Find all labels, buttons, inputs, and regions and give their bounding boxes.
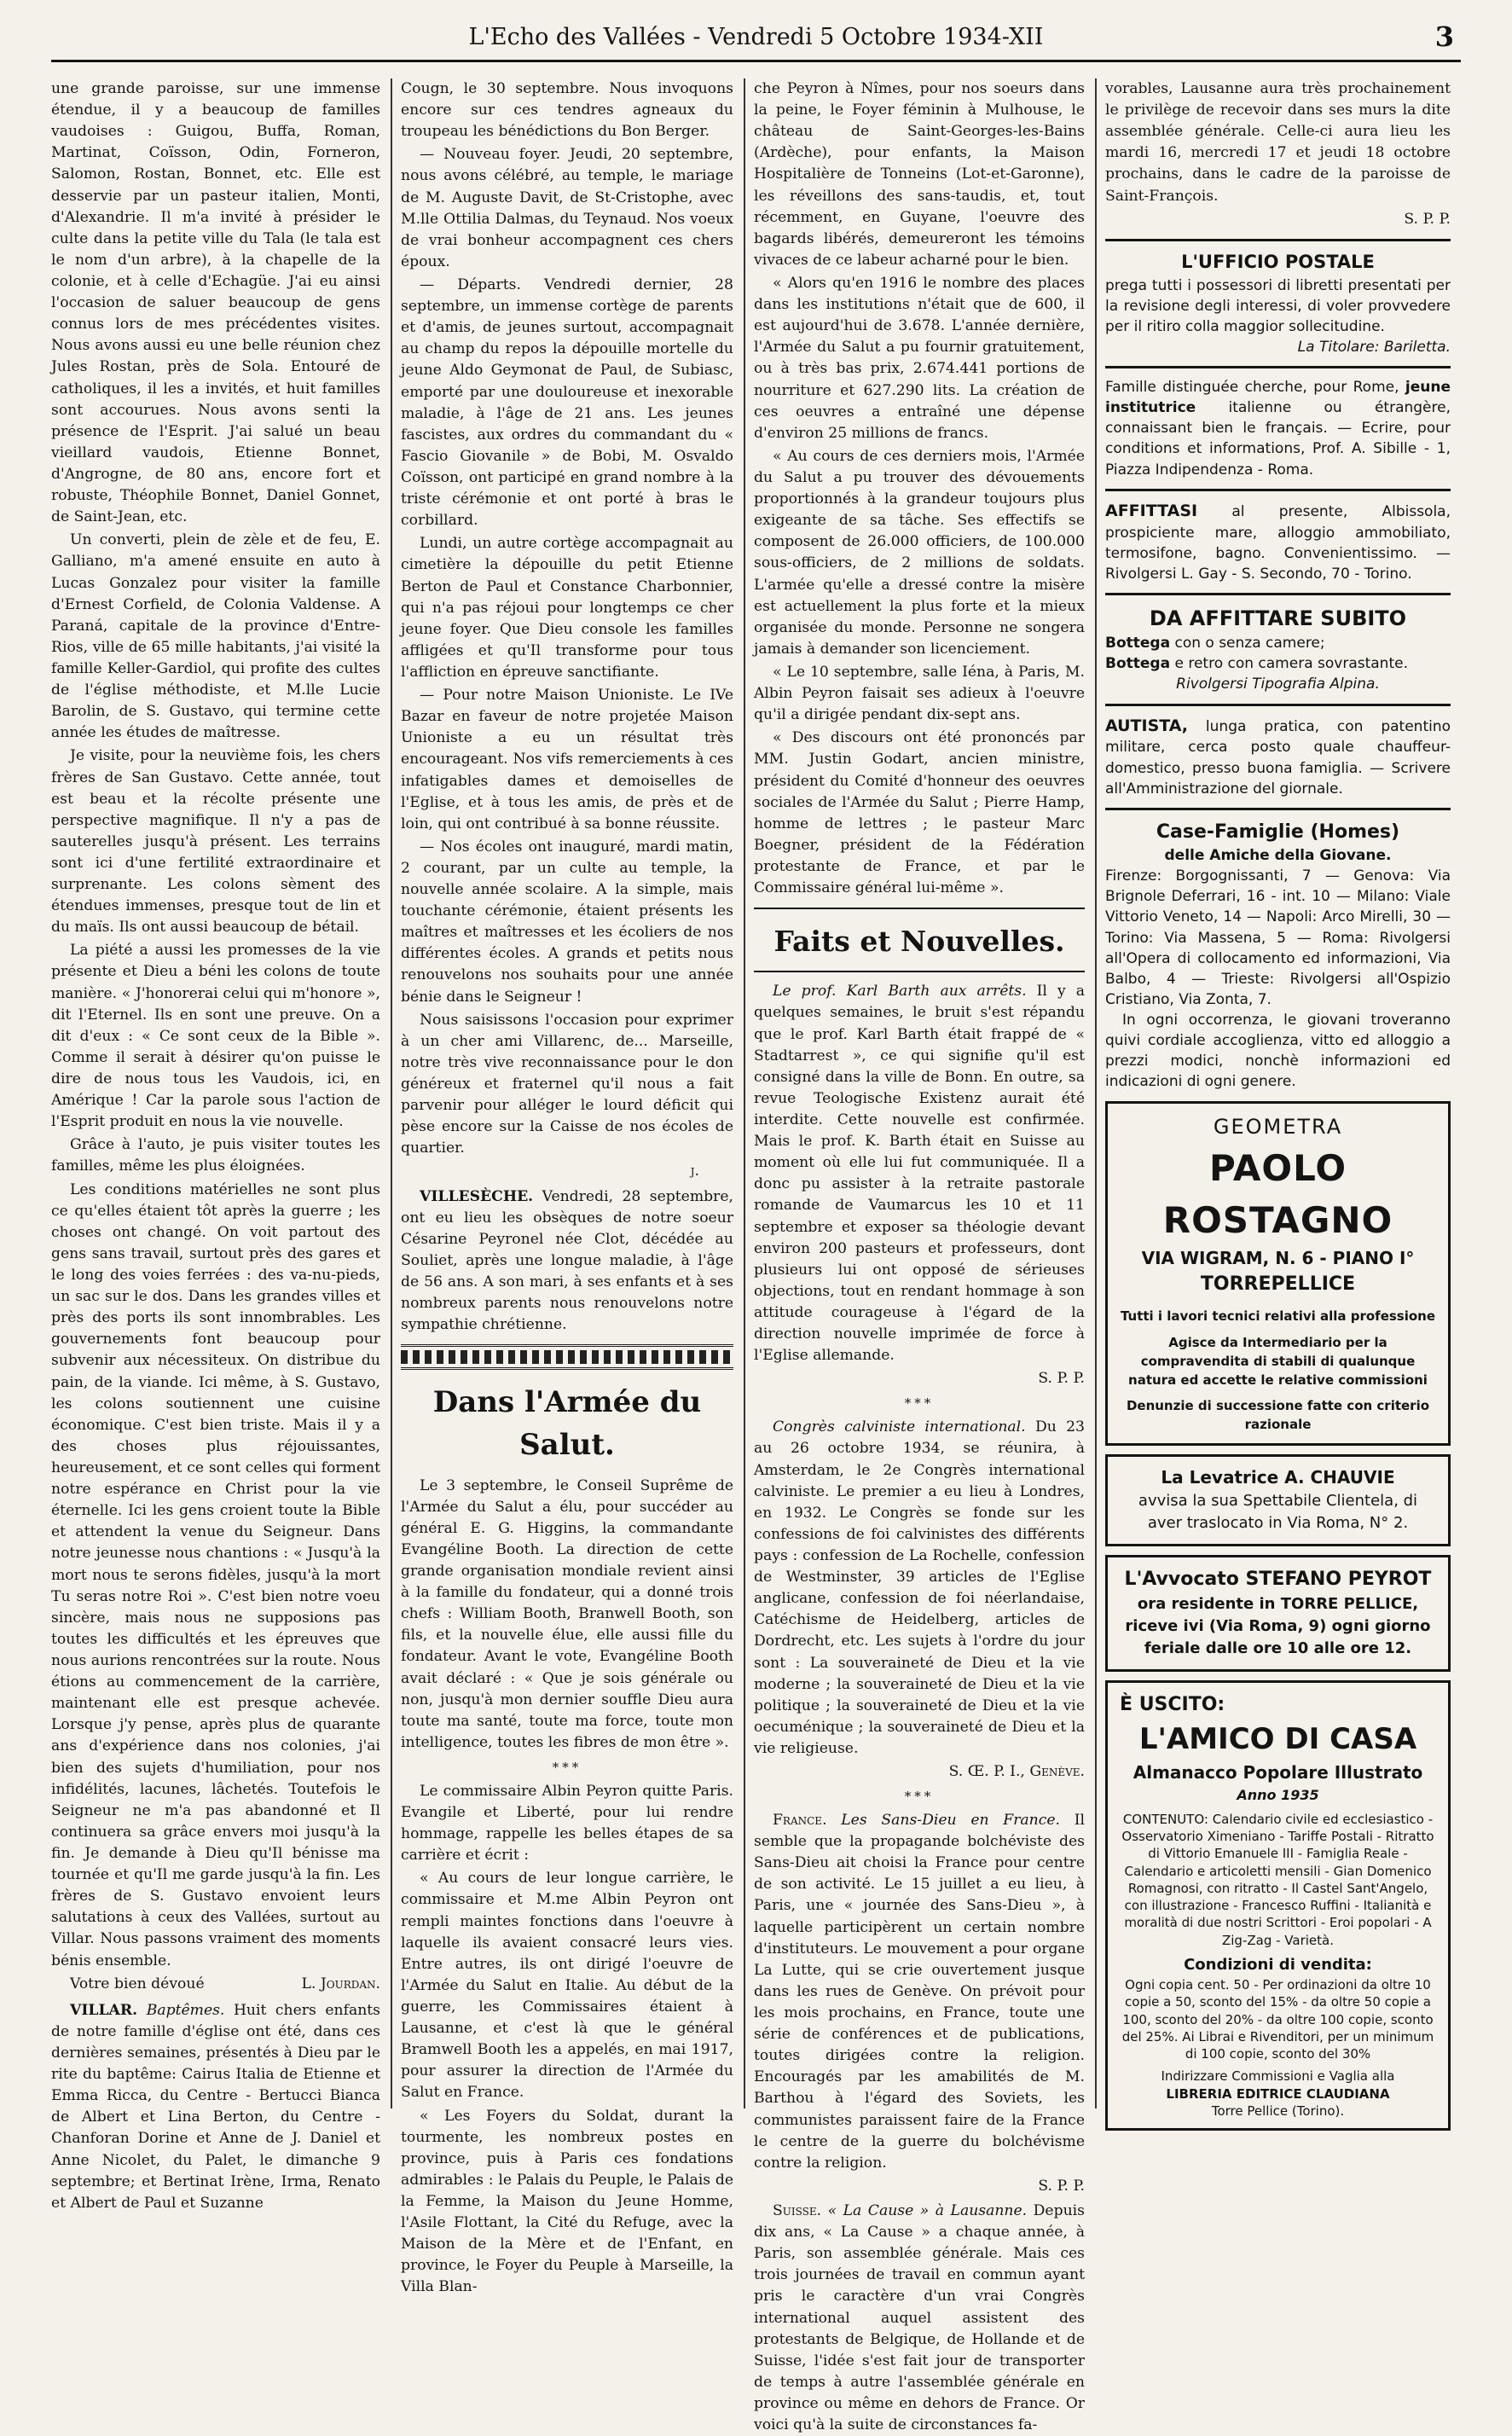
ad-bold: Bottega xyxy=(1105,635,1171,652)
section-heading: Faits et Nouvelles. xyxy=(773,925,1065,959)
ad-conditions: Ogni copia cent. 50 - Per ordinazioni da oltre 10 copie a 50, sconto del 15% - da oltre 50 copie a 100, sconto del 20% - da oltre 100 copie, sconto del 25%. Ai Librai e Rivenditori, per un minimum di 100 copie, sconto del 30% xyxy=(1121,1977,1434,2062)
news-text: Depuis dix ans, « La Cause » a chaque année, à Paris, son assemblée générale. Mais ces trois journées de travail en commun ayant pris le caractère d'un vrai Congrès international auquel assistent des protestants de Belgique, de Hollande et de Suisse, l'idée s'est fait jour de transporter de temps à autre l'assemblée générale en province ou même en dehors de France. Or voici qu'à la suite de circonstances fa- xyxy=(754,2202,1085,2434)
news-text: Vendredi, 28 septembre, ont eu lieu les obsèques de notre soeur Césarine Peyronel née Clot, décédée au Souliet, après une longue maladie, à l'âge de 56 ans. A son mari, à ses enfants et à ses nombreux parents nous renouvelons notre sympathie chrétienne. xyxy=(401,1187,733,1334)
article-paragraph: — Nos écoles ont inauguré, mardi matin, 2 courant, par un culte au temple, la nouvelle année scolaire. A la simple, mais touchante cérémonie, étaient présents les maîtres et maîtresses et les écoliers de nos différentes écoles. A grands et petits nous renouvelons nos souhaits pour une année bénie dans le Seigneur ! xyxy=(401,838,733,1006)
column-rule xyxy=(391,78,392,2108)
column-rule xyxy=(744,78,745,2108)
ad-line: Denunzie di successione fatte con criterio razionale xyxy=(1126,1398,1430,1432)
ad-text: avvisa la sua Spettabile Clientela, di aver traslocato in Via Roma, N° 2. xyxy=(1138,1492,1418,1533)
news-headline: Les Sans-Dieu en France. xyxy=(841,1812,1060,1830)
ad-contact: Rivolgersi Tipografia Alpina. xyxy=(1176,676,1380,693)
news-headline: « La Cause » à Lausanne. xyxy=(827,2202,1028,2220)
ad-title: DA AFFITTARE SUBITO xyxy=(1149,606,1407,631)
column-3 xyxy=(754,78,1086,2434)
notice-title: L'UFFICIO POSTALE xyxy=(1181,251,1375,272)
ad-title: L'Avvocato STEFANO PEYROT xyxy=(1124,1568,1432,1590)
signature: j. xyxy=(690,1163,699,1180)
locality-label: VILLESÈCHE. xyxy=(420,1187,534,1205)
page-header xyxy=(51,19,1461,62)
ad-divider xyxy=(1105,366,1451,368)
ad-subtitle: delle Amiche della Giovane. xyxy=(1164,847,1392,865)
ad-line: Agisce da Intermediario per la compravendita di stabili di qualunque natura ed accette le relative commissioni xyxy=(1128,1335,1428,1389)
famille-ad xyxy=(1105,377,1451,480)
closing-line xyxy=(51,1974,380,1995)
news-text: Huit chers enfants de notre famille d'église ont été, dans ces dernières semaines, présentés à Dieu par le rite du baptême: Cairus Italia de Etienne et Emma Ricca, du Centre - Bertucci Bianca de Albert et Lina Berton, du Centre - Chanforan Dorine et Anne de J. Daniel et Anne Nicolet, du Palet, le dimanche 9 septembre; et Bertinat Irène, Irma, Renato et Albert de Paul et Suzanne xyxy=(51,2001,380,2212)
article-heading: Dans l'Armée du Salut. xyxy=(432,1385,702,1462)
ad-heading: AFFITTASI xyxy=(1105,501,1198,520)
signature: S. Œ. P. I., Genève. xyxy=(948,1763,1085,1781)
locality-label: VILLAR. xyxy=(70,2001,138,2019)
ad-highlight: jeune institutrice xyxy=(1105,379,1451,417)
section-divider xyxy=(754,908,1085,909)
country-label: France. xyxy=(773,1812,827,1830)
ad-address: VIA WIGRAM, N. 6 - PIANO I° xyxy=(1141,1248,1415,1269)
autista-ad xyxy=(1105,715,1451,799)
ad-divider xyxy=(1105,489,1451,491)
ufficio-postale-notice xyxy=(1105,250,1451,357)
news-headline: Congrès calviniste international. xyxy=(773,1418,1026,1436)
affittasi-ad xyxy=(1105,500,1451,584)
news-headline: Le prof. Karl Barth aux arrêts. xyxy=(773,983,1027,1000)
column-rule xyxy=(1095,78,1097,2108)
article-paragraph: Un converti, plein de zèle et de feu, E. Galliano, m'a amené ensuite en auto à Lucas Gonzalez pour visiter la famille d'Ernest Corfield, de Colonia Valdense. A Paraná, capitale de la province d'Entre-Rios, ville de 65 mille habitants, j'ai visité la famille Keller-Gardiol, qui profite des cultes de l'église méthodiste, et M.lle Lucie Barolin, de S. Gustavo, qui termine cette année les études de maîtresse. xyxy=(51,531,380,742)
author-signature: L. Jourdan. xyxy=(301,1975,380,1992)
article-paragraph: « Alors qu'en 1916 le nombre des places dans les institutions n'était que de 600, il est aujourd'hui de 3.678. L'année dernière, l'Armée du Salut a pu fournir gratuitement, ou à très bas prix, 2.674.441 portions de nourriture et 627.290 lits. La création de ces oeuvres a entraîné une dépense d'environ 25 millions de francs. xyxy=(754,274,1085,442)
article-paragraph: une grande paroisse, sur une immense étendue, il y a beaucoup de familles vaudoises : Guigou, Buffa, Roman, Martinat, Coïsson, Odin, Forneron, Salomon, Rostan, Bonnet, etc. Elle est desservie par un pasteur italien, Monti, d'Alexandrie. Il m'a invité à présider le culte dans la petite ville du Tala (le tala est le nom d'un arbre), à la chapelle de la colonie, et à celle d'Echagüe. J'ai eu ainsi l'occasion de saluer beaucoup de gens connus lors de mes précédentes visites. Nous avons aussi eu une belle réunion chez Jules Rostan, près de Sola. Entouré de catholiques, il les a invités, et huit familles sont accourues. Nous avons senti la présence de l'Esprit. J'ai salué un beau vieillard vaudois, Etienne Bonnet, d'Angrogne, de 80 ans, encore fort et robuste, Théophile Bonnet, Daniel Gonnet, de Saint-Jean, etc. xyxy=(51,80,380,526)
ad-text: lunga pratica, con patentino militare, cerca posto quale chauffeur-domestico, presso buona famiglia. — Scrivere all'Amministrazione del giornale. xyxy=(1105,717,1451,798)
column-2 xyxy=(401,78,733,2296)
article-paragraph: Nous saisissons l'occasion pour exprimer à un cher ami Villarenc, de... Marseille, notre très vive reconnaissance pour le don généreux et fraternel qu'il nous a fait parvenir pour alléger le lourd déficit qui pèse encore sur la Caisse de nos écoles de quartier. xyxy=(401,1011,733,1157)
article-paragraph: — Pour notre Maison Unioniste. Le IVe Bazar en faveur de notre projetée Maison Unioniste a eu un résultat très encourageant. Nos vifs remerciements à ces infatigables dames et demoiselles de l'Eglise, et à tous les amis, de près et de loin, qui ont contribué à sa bonne réussite. xyxy=(401,687,733,832)
ad-kicker: È USCITO: xyxy=(1120,1693,1225,1715)
article-paragraph: « Les Foyers du Soldat, durant la tourmente, les nombreux postes en province, puis à Paris ces fondations admirables : le Palais du Peuple, le Palais de la Femme, la Maison du Jeune Homme, l'Asile Flottant, la Cité du Refuge, avec la Maison de la Mère et de l'Enfant, en province, le Foyer du Peuple à Marseille, la Villa Blan- xyxy=(401,2107,733,2296)
ad-text: e retro con camera sovrastante. xyxy=(1174,655,1408,673)
villeseche-news xyxy=(401,1186,733,1337)
ad-name: PAOLO ROSTAGNO xyxy=(1162,1146,1393,1241)
ad-address-line: Indirizzare Commissioni e Vaglia alla xyxy=(1161,2068,1395,2085)
ad-heading: AUTISTA, xyxy=(1105,716,1189,735)
ad-contents: CONTENUTO: Calendario civile ed ecclesiastico - Osservatorio Ximeniano - Tariffe Postali - Ritratto di Vittorio Emanuele III - Famiglia Reale - Calendario e articoletti mensili - Gian Domenico Romagnosi, con ritratto - Il Castel Sant'Angelo, con illustrazione - Francesco Ruffini - Italianità e moralità di due nostri Scrittori - Eroi popolari - A Zig-Zag - Varietà. xyxy=(1121,1811,1434,1948)
article-paragraph: Je visite, pour la neuvième fois, les chers frères de San Gustavo. Cette année, tout est beau et la récolte présente une perspective magnifique. Il n'y a pas de sauterelles jusqu'à présent. Les terrains sont ici d'une fertilité extraordinaire et surprenante. Les colons sèment des étendues immenses, presque tout de lin et du maïs. Ils ont aussi beaucoup de bétail. xyxy=(51,747,380,937)
article-paragraph: « Au cours de ces derniers mois, l'Armée du Salut a pu trouver des dévouements proportionnés à la grandeur toujours plus exigeante de sa tâche. Ses effectifs se composent de 26.000 officiers, de 100.000 sous-officiers, de 2 millions de soldats. L'armée qu'elle a dressé contre la misère est actuellement la plus forte et la mieux organisée du monde. Personne ne songera jamais à demander son licenciement. xyxy=(754,447,1085,658)
ornamental-separator xyxy=(401,1344,733,1370)
ad-text: Firenze: Borgognissanti, 7 — Genova: Via Brignole Deferrari, 16 - int. 10 — Milano: Viale Vittorio Veneto, 14 — Napoli: Arco Mirelli, 30 — Torino: Via Massena, 5 — Roma: Rivolgersi all'Opera di collocamento ed informazioni, Via Balbo, 4 — Trieste: Rivolgersi all'Ospizio Cristiano, Via Zonta, 7. xyxy=(1105,867,1451,1008)
article-paragraph: — Départs. Vendredi dernier, 28 septembre, un immense cortège de parents et d'amis, de jeunes surtout, accompagnait au champ du repos la dépouille mortelle du jeune Aldo Geymonat de Paul, de Subiasc, emporté par une douloureuse et inexorable maladie, à l'âge de 21 ans. Les jeunes fascistes, aux ordres du commandant du « Fascio Giovanile » de Bobi, M. Osvaldo Coïsson, ont participé en grand nombre à la triste cérémonie et ont porté à bras le corbillard. xyxy=(401,276,733,530)
ad-divider xyxy=(1105,704,1451,706)
closing-text: Votre bien dévoué xyxy=(70,1975,205,1992)
ad-bold: Bottega xyxy=(1105,655,1171,673)
news-item xyxy=(754,1417,1085,1760)
article-paragraph: Le 3 septembre, le Conseil Suprême de l'Armée du Salut a élu, pour succéder au général E. G. Higgins, la commandante Evangéline Booth. La direction de cette grande organisation mondiale revient ainsi à la famille du fondateur, qui a donné trois chefs : William Booth, Branwell Booth, son fils, et la nouvelle élue, elle aussi fille du fondateur. Avant le vote, Evangéline Booth avait déclaré : « Que je sois générale ou non, jusqu'à mon dernier souffle Dieu aura toute ma santé, toute ma force, toute mon intelligence, toutes les fibres de mon être ». xyxy=(401,1476,733,1751)
ad-title: Case-Famiglie (Homes) xyxy=(1156,821,1400,843)
article-paragraph: « Le 10 septembre, salle Iéna, à Paris, M. Albin Peyron faisait ses adieux à l'oeuvre qu'il a dirigée pendant dix-sept ans. xyxy=(754,663,1085,724)
news-item xyxy=(754,981,1085,1366)
article-paragraph: vorables, Lausanne aura très prochainement le privilège de recevoir dans ses murs la dite assemblée générale. Celle-ci aura lieu les mardi 16, mercredi 17 et jeudi 18 octobre prochains, dans le cadre de la paroisse de Saint-François. xyxy=(1105,80,1451,205)
article-paragraph: — Nouveau foyer. Jeudi, 20 septembre, nous avons célébré, au temple, le mariage de M. Auguste Davit, de St-Cristophe, avec M.lle Ottilia Dalmas, du Teynaud. Nos voeux de vrai bonheur accompagnent ces chers époux. xyxy=(401,146,733,270)
ad-title: L'AMICO DI CASA xyxy=(1138,1721,1417,1756)
section-label: Baptêmes. xyxy=(146,2001,225,2019)
newspaper-title: L'Echo des Vallées - Vendredi 5 Octobre 1934-XII xyxy=(468,24,1044,50)
notice-signature: La Titolare: Bariletta. xyxy=(1297,338,1451,356)
article-paragraph: Cougn, le 30 septembre. Nous invoquons encore sur ces tendres agneaux du troupeau les bénédictions du Bon Berger. xyxy=(401,80,733,141)
section-stars: *** xyxy=(904,1789,935,1805)
ad-line: Tutti i lavori tecnici relativi alla professione xyxy=(1120,1308,1436,1324)
article-paragraph: Grâce à l'auto, je puis visiter toutes les familles, même les plus éloignées. xyxy=(51,1136,380,1175)
ad-subtitle: Almanacco Popolare Illustrato xyxy=(1133,1762,1423,1784)
ad-address-line: Torre Pellice (Torino). xyxy=(1211,2102,1345,2119)
ad-town: TORREPELLICE xyxy=(1200,1273,1356,1296)
article-paragraph: Lundi, un autre cortège accompagnait au cimetière la dépouille du petit Etienne Berton de Paul et Constance Charbonnier, qui n'a pas réjoui pour longtemps ce cher jeune foyer. Que Dieu console les familles affligées et qu'Il transforme pour tous l'affliction en épreuve sanctifiante. xyxy=(401,535,733,681)
amico-di-casa-ad xyxy=(1105,1680,1451,2132)
ad-year: Anno 1935 xyxy=(1237,1787,1319,1804)
ad-title: La Levatrice A. CHAUVIE xyxy=(1161,1466,1395,1488)
ad-text: con o senza camere; xyxy=(1174,635,1325,652)
article-paragraph: « Au cours de leur longue carrière, le commissaire et M.me Albin Peyron ont rempli maintes fonctions dans l'oeuvre à laquelle ils avaient consacré leurs vies. Entre autres, ils ont dirigé l'oeuvre de l'Armée du Salut en Italie. Au début de la guerre, les Commissaires étaient à Lausanne, et c'est là que le général Bramwell Booth les a appelés, en mai 1917, pour assurer la direction de l'Armée du Salut en France. xyxy=(401,1870,733,2102)
ad-text: In ogni occorrenza, le giovani troveranno quivi cordiale accoglienza, vitto ed alloggio a prezzi modici, nonchè informazioni ed indicazioni di ogni genere. xyxy=(1105,1012,1451,1091)
column-1 xyxy=(51,78,380,2212)
article-paragraph: Les conditions matérielles ne sont plus ce qu'elles étaient tôt après la guerre ; les choses ont changé. On voit partout des gens sans travail, surtout près des gares et le long des voies ferrées : des va-nu-pieds, un sac sur le dos. Dans les grandes villes et près des ports ils sont innombrables. Les gouvernements font beaucoup pour subvenir aux nécessiteux. On distribue du pain, de la viande. Ici même, à S. Gustavo, les colons soutiennent une cuisine économique. C'est bien triste. Mais il y a des choses plus réjouissantes, heureusement, et ce sont celles qui forment notre espérance en Christ pour la vie éternelle. Ici les gens croient toute la Bible et attendent la venue du Seigneur. Dans notre jeunesse nous chantions : « Jusqu'à la mort nous te serons fidèles, jusqu'à la mort Tu seras notre Roi ». C'est bien notre voeu sincère, mais nous ne supposions pas toutes les difficultés et les épreuves que nous aurions rencontrées sur la route. Nous étions au commencement de la carrière, maintenant elle est presque achevée. Lorsque j'y pense, après plus de quarante ans d'expérience dans nos colonies, j'ai bien des sujets d'humiliation, pour nos infidélités, lacunes, lâchetés. Toutefois le Seigneur ne m'a pas abandonné et Il continuera sa grâce envers moi jusqu'à la fin. Je demande à Dieu qu'Il bénisse ma tournée et qu'Il me garde jusqu'à la fin. Les frères de S. Gustavo envoient leurs salutations à ceux des Vallées, surtout au Villar. Nous passons vraiment des moments bénis ensemble. xyxy=(51,1180,380,1969)
country-label: Suisse. xyxy=(773,2202,822,2220)
ad-text: ora residente in TORRE PELLICE, riceve ivi (Via Roma, 9) ogni giorno feriale dalle ore 10 alle ore 12. xyxy=(1125,1594,1431,1658)
case-famiglie-ad xyxy=(1105,819,1451,1093)
article-paragraph: Le commissaire Albin Peyron quitte Paris. Evangile et Liberté, pour lui rendre hommage, rappelle les belles étapes de sa carrière et écrit : xyxy=(401,1782,733,1865)
ad-conditions-title: Condizioni di vendita: xyxy=(1184,1955,1372,1974)
section-stars: *** xyxy=(904,1395,935,1412)
ad-text: Famille distinguée cherche, pour Rome, xyxy=(1105,379,1399,397)
villar-news xyxy=(51,2000,380,2214)
ad-divider xyxy=(1105,808,1451,810)
geometra-ad xyxy=(1105,1101,1451,1446)
news-item xyxy=(754,1810,1085,2174)
news-text: Il y a quelques semaines, le bruit s'est répandu que le prof. Karl Barth était frappé de « Stadtarrest », ce qui signifie qu'il est consigné dans la ville de Bonn. En outre, sa revue Teologische Existenz aurait été interdite. Cette nouvelle est confirmée. Mais le prof. K. Barth était en Suisse au moment où elle lui fut communiquée. Il a donc pu assister à la retraite pastorale romande de Vaumarcus les 10 et 11 septembre et exposer sa théologie devant environ 200 pasteurs et professeurs, dont plusieurs lui ont opposé de sérieuses objections, tout en rendant hommage à son attitude courageuse à l'égard de la direction nouvelle imprimée de force à l'Eglise allemande. xyxy=(754,983,1085,1365)
ad-divider xyxy=(1105,239,1451,241)
signature: S. P. P. xyxy=(1038,1370,1085,1388)
ad-publisher: LIBRERIA EDITRICE CLAUDIANA xyxy=(1166,2085,1390,2102)
notice-text: prega tutti i possessori di libretti presentati per la revisione degli interessi, di voler provvedere per il ritiro colla maggior sollecitudine. xyxy=(1105,276,1451,335)
ad-text: italienne ou étrangère, connaissant bien le français. — Ecrire, pour conditions et informations, Prof. A. Sibille - 1, Piazza Indipendenza - Roma. xyxy=(1105,399,1451,478)
news-text: Il semble que la propagande bolchéviste des Sans-Dieu ait choisi la France pour centre de son activité. Le 15 juillet a eu lieu, à Paris, une « journée des Sans-Dieu », à laquelle participèrent un certain nombre d'instituteurs. Le mouvement a pour organe La Lutte, qui se crie ouvertement jusque dans les rues de Genève. On prévoit pour les mois prochains, en France, toute une série de conférences et de publications, toutes dirigées contre la religion. Encouragés par les amabilités de M. Barthou à l'égard des Soviets, les communistes paraissent faire de la France le centre de la guerre du bolchévisme contre la religion. xyxy=(754,1812,1086,2172)
article-paragraph: « Des discours ont été prononcés par MM. Justin Godart, ancien ministre, président du Comité d'honneur des oeuvres sociales de l'Armée du Salut ; Pierre Hamp, homme de lettres ; le pasteur Marc Boegner, président de la Fédération protestante de France, et par le Commissaire général lui-même ». xyxy=(754,729,1085,897)
avvocato-ad xyxy=(1105,1555,1451,1672)
signature: S. P. P. xyxy=(1404,210,1451,228)
ad-text: al presente, Albissola, prospiciente mare, alloggio ammobiliato, termosifone, bagno. Convenientissimo. — Rivolgersi L. Gay - S. Secondo, 70 - Torino. xyxy=(1105,502,1451,583)
section-stars: *** xyxy=(552,1760,582,1776)
signature: S. P. P. xyxy=(1038,2177,1085,2195)
ad-divider xyxy=(1105,593,1451,595)
section-divider xyxy=(754,971,1085,972)
column-4 xyxy=(1105,78,1451,2119)
levatrice-ad xyxy=(1105,1454,1451,1546)
article-paragraph: che Peyron à Nîmes, pour nos soeurs dans la peine, le Foyer féminin à Mulhouse, le château de Saint-Georges-les-Bains (Ardèche), pour enfants, la Maison Hospitalière de Tonneins (Lot-et-Garonne), les réveillons des sans-taudis, et, tout récemment, en Guyane, l'oeuvre des bagards libérés, demeureront les témoins vivaces de ce labeur acharné pour le bien. xyxy=(754,80,1085,269)
news-item xyxy=(754,2201,1085,2436)
affittare-subito-ad xyxy=(1105,604,1451,694)
article-paragraph: La piété a aussi les promesses de la vie présente et Dieu a béni les colons de toute manière. « J'honorerai celui qui m'honore », dit l'Eternel. Ils en sont une preuve. On a dit d'eux : « Ce sont ceux de la Bible ». Comme il serait à désirer qu'on puisse le dire de nous tous les Vaudois, ici, en Amérique ! Car la parole sous l'action de l'Esprit produit en nous la vie nouvelle. xyxy=(51,942,380,1131)
ad-line: GEOMETRA xyxy=(1213,1114,1343,1139)
news-text: Du 23 au 26 octobre 1934, se réunira, à Amsterdam, le 2e Congrès international calviniste. Le premier a eu lieu à Londres, en 1932. Le Congrès se fonde sur les confessions de foi calvinistes des différents pays : confession de La Rochelle, confession de Westminster, 39 articles de l'Eglise anglicane, confession de foi néerlandaise, Catéchisme de Heidelberg, articles de Dordrecht, etc. Les sujets à l'ordre du jour sont : La souveraineté de Dieu et la vie moderne ; la souveraineté de Dieu et la vie politique ; la souveraineté de Dieu et la vie oecuménique ; la souveraineté de Dieu et la vie religieuse. xyxy=(754,1418,1085,1757)
page-number: 3 xyxy=(1434,20,1454,53)
